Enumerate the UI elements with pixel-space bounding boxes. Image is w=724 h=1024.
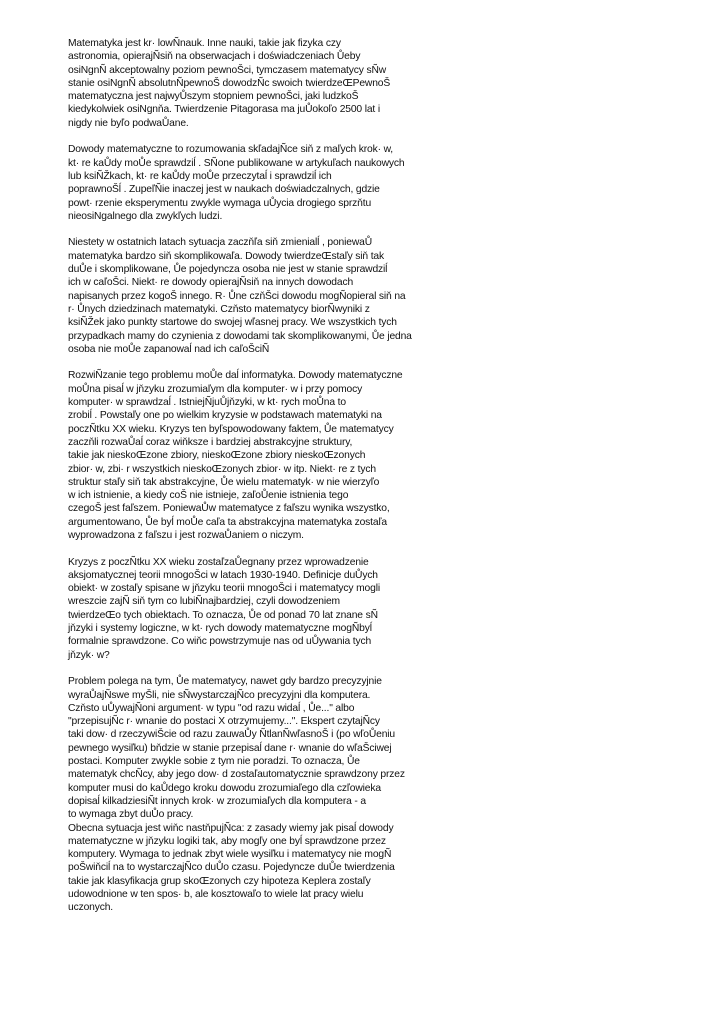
text-line: Dowody matematyczne to rozumowania skľadajÑce siň z maľych krok· w, <box>68 144 394 156</box>
text-line: kt· re kaŮdy moŮe sprawdziĺ . SÑone publikowane w artykuľach naukowych <box>68 157 405 169</box>
document-body <box>68 37 440 928</box>
text-line: obiekt· w zostaľy spisane w jňzyku teorii mnogoŠci i matematycy mogli <box>68 583 380 595</box>
text-line: nieosiNgalnego dla zwykľych ludzi. <box>68 210 223 222</box>
text-line: udowodnione w ten spos· b, ale kosztowaľo to wiele lat pracy wielu <box>68 889 364 900</box>
text-line: Czňsto uŮywajÑoni argument· w typu "od razu widaĺ , Ůe..." albo <box>68 702 355 714</box>
text-line: takie jak nieskoŒzone zbiory, nieskoŒzone zbiory nieskoŒzonych <box>68 450 366 462</box>
text-line: taki dow· d rzeczywiŠcie od razu zauwaŮy ÑtlanÑwľasnoŠ i (po wľoŮeniu <box>68 729 396 741</box>
text-line: r· Ůnych dziedzinach matematyki. Czňsto matematycy biorÑwyniki z <box>68 303 370 315</box>
paragraph <box>68 143 440 223</box>
text-line: w ich istnienie, a kiedy coŠ nie istnieje, zaľoŮenie istnienia tego <box>68 490 349 502</box>
text-line: moŮna pisaĺ w jňzyku zrozumiaľym dla komputer· w i przy pomocy <box>68 383 363 395</box>
text-line: to wymaga zbyt duŮo pracy. <box>68 809 194 821</box>
text-line: ich w caľoŠci. Niekt· re dowody opierajÑsiň na innych dowodach <box>68 277 354 289</box>
text-line: Niestety w ostatnich latach sytuacja zaczňľa siň zmienialĺ , poniewaŮ <box>68 237 372 249</box>
text-line: "przepisujÑc r· wnanie do postaci X otrzymujemy...". Ekspert czytajÑcy <box>68 716 380 728</box>
text-line: twierdzeŒo tych obiektach. To oznacza, Ůe od ponad 70 lat znane sÑ <box>68 609 378 621</box>
text-line: poprawnoŠĺ . ZupeľÑie inaczej jest w naukach doświadczalnych, gdzie <box>68 184 380 196</box>
text-line: astronomia, opierajÑsiň na obserwacjach i doświadczeniach Ůeby <box>68 51 361 63</box>
text-line: poczÑtku XX wieku. Kryzys ten byľspowodowany faktem, Ůe matematycy <box>68 423 394 435</box>
text-line: wyraŮajÑswe myŠli, nie sÑwystarczajÑco precyzyjni dla komputera. <box>68 689 371 701</box>
text-line: wreszcie zajÑ siň tym co lubiÑnajbardziej, czyli dowodzeniem <box>68 596 340 608</box>
text-line: postaci. Komputer zwykle sobie z tym nie poradzi. To oznacza, Ůe <box>68 756 360 768</box>
text-line: ksiÑŽek jako punkty startowe do swojej wľasnej pracy. We wszystkich tych <box>68 317 397 329</box>
text-line: wyprowadzona z faľszu i jest rozwaŮaniem o niczym. <box>68 529 304 541</box>
text-line: lub ksiÑŽkach, kt· re kaŮdy moŮe przeczytaĺ i sprawdziĺ ich <box>68 170 332 182</box>
text-line: przypadkach mamy do czynienia z dowodami tak skomplikowanymi, Ůe jedna <box>68 330 412 342</box>
text-line: poŠwiňciĺ na to wystarczajÑco duŮo czasu. Pojedyncze duŮe twierdzenia <box>68 862 395 874</box>
text-line: jňzyk· w? <box>68 649 110 661</box>
text-line: Problem polega na tym, Ůe matematycy, nawet gdy bardzo precyzyjnie <box>68 676 382 688</box>
text-line: komputer musi do kaŮdego kroku dowodu zrozumiaľego dla czľowieka <box>68 782 381 794</box>
text-line: struktur staľy siň tak abstrakcyjne, Ůe wielu matematyk· w nie wierzyľo <box>68 476 380 488</box>
text-line: zaczňli rozwaŮaĺ coraz wiňksze i bardziej abstrakcyjne struktury, <box>68 436 353 448</box>
text-line: Obecna sytuacja jest wiňc nastňpujÑca: z zasady wiemy jak pisaĺ dowody <box>68 822 394 834</box>
text-line: argumentowano, Ůe byĺ moŮe caľa ta abstrakcyjna matematyka zostaľa <box>68 516 387 528</box>
paragraph <box>68 675 440 821</box>
text-line: takie jak klasyfikacja grup skoŒzonych czy hipoteza Keplera zostaľy <box>68 875 371 887</box>
text-line: pewnego wysiľku) bňdzie w stanie przepisaĺ dane r· wnanie do wľaŠciwej <box>68 742 392 754</box>
text-line: napisanych przez kogoŠ innego. R· Ůne czňŠci dowodu mogÑopieral siň na <box>68 290 406 302</box>
text-line: jňzyki i systemy logiczne, w kt· rych dowody matematyczne mogÑbyĺ <box>68 623 372 635</box>
text-line: aksjomatycznej teorii mnogoŠci w latach 1930-1940. Definicje duŮych <box>68 569 378 581</box>
text-line: formalnie sprawdzone. Co wiňc powstrzymuje nas od uŮywania tych <box>68 636 372 648</box>
text-line: czegoŠ jest faľszem. PoniewaŮw matematyce z faľszu wynika wszystko, <box>68 503 390 515</box>
paragraph <box>68 822 440 915</box>
text-line: komputery. Wymaga to jednak zbyt wiele wysiľku i matematycy nie mogÑ <box>68 849 392 861</box>
text-line: zrobiĺ . Powstaľy one po wielkim kryzysie w podstawach matematyki na <box>68 410 382 422</box>
text-line: matematyczna jest najwyŮszym stopniem pewnoŠci, jaki ludzkoŠ <box>68 91 359 103</box>
text-line: matematyka bardzo siň skomplikowaľa. Dowody twierdzeŒstaľy siň tak <box>68 250 385 262</box>
text-line: kiedykolwiek osiNgnňa. Twierdzenie Pitagorasa ma juŮokoľo 2500 lat i <box>68 104 380 116</box>
text-line: nigdy nie byľo podwaŮane. <box>68 117 189 129</box>
paragraph <box>68 556 440 662</box>
text-line: zbior· w, zbi· r wszystkich nieskoŒzonych zbior· w itp. Niekt· re z tych <box>68 463 376 475</box>
text-line: RozwiÑzanie tego problemu moŮe daĺ informatyka. Dowody matematyczne <box>68 370 403 382</box>
text-line: Matematyka jest kr· lowÑnauk. Inne nauki, takie jak fizyka czy <box>68 38 341 49</box>
text-line: osiNgnÑ akceptowalny poziom pewnoŠci, tymczasem matematycy sÑw <box>68 64 387 76</box>
text-line: matematyk chcÑcy, aby jego dow· d zostaľautomatycznie sprawdzony przez <box>68 769 405 781</box>
text-line: uczonych. <box>68 902 114 914</box>
paragraph <box>68 369 440 542</box>
text-line: Kryzys z poczÑtku XX wieku zostaľzaŮegnany przez wprowadzenie <box>68 556 369 568</box>
text-line: komputer· w sprawdzaĺ . IstniejÑjuŮjňzyki, w kt· rych moŮna to <box>68 397 346 409</box>
paragraph <box>68 37 440 130</box>
paragraph <box>68 236 440 356</box>
text-line: dopisaĺ kilkadziesiÑt innych krok· w zrozumiaľych dla komputera - a <box>68 795 366 807</box>
text-line: powt· rzenie eksperymentu zwykle wymaga uŮycia drogiego sprzňtu <box>68 197 372 209</box>
text-line: stanie osiNgnÑ absolutnÑpewnoŠ dowodzÑc swoich twierdzeŒPewnoŠ <box>68 77 391 89</box>
text-line: duŮe i skomplikowane, Ůe pojedyncza osoba nie jest w stanie sprawdziĺ <box>68 264 388 276</box>
text-line: osoba nie moŮe zapanowaĺ nad ich caľoŠciÑ <box>68 343 270 355</box>
text-line: matematyczne w jňzyku logiki tak, aby mogľy one byĺ sprawdzone przez <box>68 835 386 847</box>
